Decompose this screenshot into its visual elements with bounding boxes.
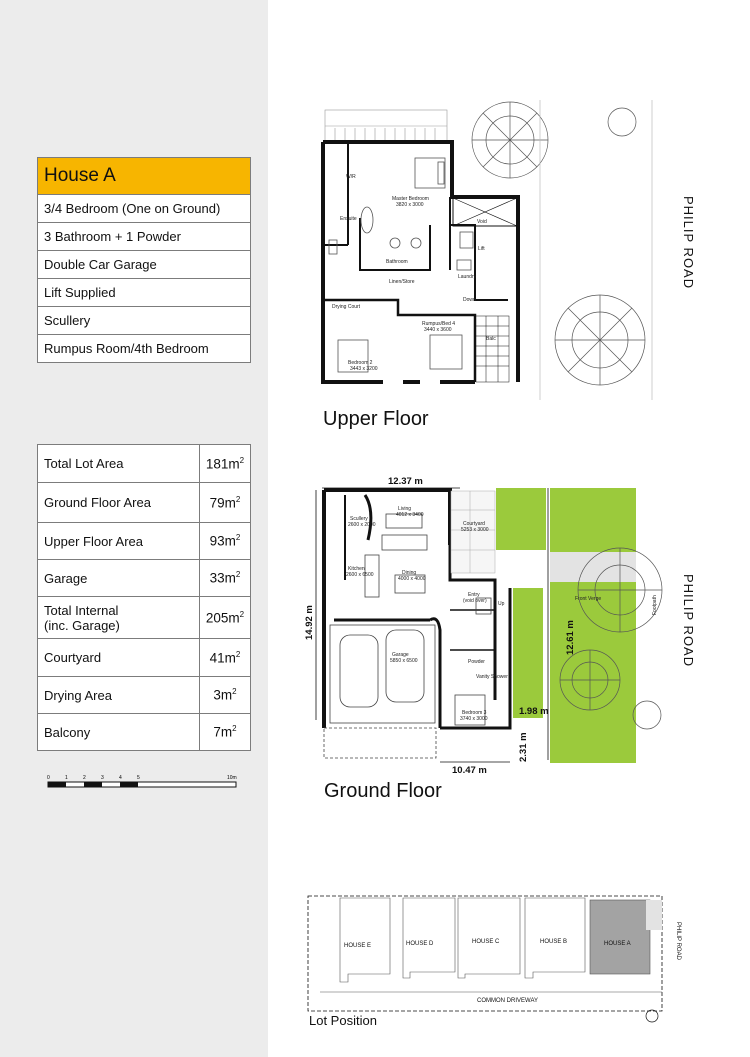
room-label: Garage [392,652,409,658]
room-label: 3440 x 3600 [424,327,452,333]
room-label: 3820 x 3000 [396,202,424,208]
area-value: $7m^2$ [200,714,251,751]
lot-house-label: HOUSE E [344,943,372,949]
area-label: Drying Area [38,677,200,714]
room-label: Ensuite [340,216,357,222]
scale-tick: 5 [137,775,140,781]
lot-position-title: Lot Position [309,1013,377,1028]
room-label: Linen/Store [389,279,415,285]
road-name: PHILIP ROAD [681,574,696,668]
scale-bar [47,772,235,792]
area-label: Total Internal (inc. Garage) [38,597,200,639]
room-label: (void over) [463,598,487,604]
room-label: Lift [478,246,485,252]
room-label: Drying Court [332,304,361,310]
room-label: Dining [402,570,417,576]
room-label: Down [463,297,476,303]
dimension-label: 2.31 m [518,732,529,762]
room-label: Bedroom 2 [348,360,373,366]
lot-house-label: HOUSE D [406,941,434,947]
room-label: 5850 x 6500 [390,658,418,664]
house-features-table [37,157,251,363]
room-label: Front Verge [575,596,602,602]
dimension-label: 10.47 m [452,765,487,776]
room-label: 2600 x 2000 [348,522,376,528]
room-label: Void [477,219,487,225]
room-label: Entry [468,592,480,598]
room-label: 3740 x 3000 [460,716,488,722]
room-label: Powder [468,659,485,665]
north-arrow-icon [646,1010,658,1022]
feature-item: Lift Supplied [38,279,251,307]
scale-tick: 2 [83,775,86,781]
area-label: Total Lot Area [38,445,200,483]
room-label: Rumpus/Bed 4 [422,321,456,327]
feature-item: Scullery [38,307,251,335]
room-label: 3443 x 3200 [350,366,378,372]
dimension-label: 12.37 m [388,476,423,487]
room-label: 4012 x 3400 [396,512,424,518]
house-title: House A [38,158,251,195]
side-garden-lawn [513,588,543,718]
area-label: Balcony [38,714,200,751]
area-schedule-table [37,444,251,751]
scale-tick: 10m [227,775,237,781]
scale-tick: 4 [119,775,122,781]
room-label: Scullery [350,516,368,522]
lot-position-plan [300,892,700,1032]
room-label: Balc [486,336,496,342]
lot-house-label: HOUSE B [540,939,568,945]
house-a-highlight [590,900,650,974]
lot-house-label: HOUSE A [604,941,631,947]
area-value: $41m^2$ [200,639,251,677]
driveway-label: COMMON DRIVEWAY [477,998,538,1004]
scale-tick: 1 [65,775,68,781]
courtyard-lawn [496,488,546,550]
area-value: $3m^2$ [200,677,251,714]
scale-tick: 3 [101,775,104,781]
upper-floor-title: Upper Floor [323,408,429,430]
room-label: 5253 x 3000 [461,527,489,533]
ground-floor-title: Ground Floor [324,780,442,802]
area-value: $79m^2$ [200,483,251,523]
room-label: Vanity Shower [476,674,508,680]
road-name: PHILIP ROAD [681,196,696,290]
area-label: Courtyard [38,639,200,677]
ground-floor-plan [300,470,720,780]
area-value: $181m^2$ [200,445,251,483]
room-label: Laundry [458,274,477,280]
road-name: PHILIP ROAD [675,922,681,960]
room-label: Bedroom 3 [462,710,487,716]
area-label: Upper Floor Area [38,523,200,560]
room-label: 4000 x 4000 [398,576,426,582]
feature-item: Double Car Garage [38,251,251,279]
area-value: $33m^2$ [200,560,251,597]
front-verge-lawn [550,488,636,763]
area-value: $205m^2$ [200,597,251,639]
room-label: Living [398,506,412,512]
room-label: Up [498,601,505,607]
room-label: Kitchen [348,566,365,572]
feature-item: 3 Bathroom + 1 Powder [38,223,251,251]
dimension-label: 1.98 m [519,706,549,717]
feature-item: 3/4 Bedroom (One on Ground) [38,195,251,223]
area-label: Ground Floor Area [38,483,200,523]
room-label: 2600 x 6500 [346,572,374,578]
area-value: $93m^2$ [200,523,251,560]
feature-item: Rumpus Room/4th Bedroom [38,335,251,363]
room-label: W/R [346,174,356,180]
dimension-label: 14.92 m [304,605,315,640]
dimension-label: 12.61 m [565,620,576,655]
scale-tick: 0 [47,775,50,781]
room-label: Courtyard [463,521,485,527]
upper-floor-plan [300,100,730,400]
room-label: Bathroom [386,259,408,265]
area-label: Garage [38,560,200,597]
room-label: Footpath [652,595,658,615]
room-label: Master Bedroom [392,196,429,202]
lot-house-label: HOUSE C [472,939,500,945]
